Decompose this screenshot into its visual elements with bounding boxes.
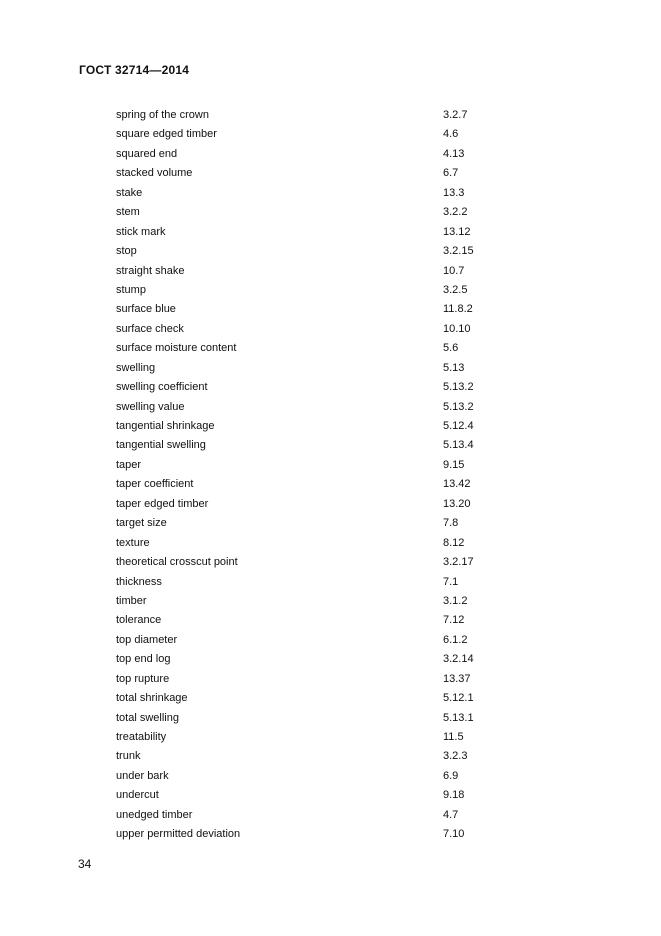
index-term: stick mark — [116, 225, 166, 238]
index-reference: 5.13.2 — [443, 381, 474, 394]
index-row — [116, 689, 496, 708]
index-term: tangential swelling — [116, 439, 206, 452]
index-row — [116, 242, 496, 261]
index-row — [116, 495, 496, 514]
index-term: square edged timber — [116, 128, 217, 141]
index-row — [116, 786, 496, 805]
index-term: surface moisture content — [116, 342, 237, 355]
index-term: stop — [116, 245, 137, 258]
index-term: thickness — [116, 575, 162, 588]
index-row — [116, 145, 496, 164]
index-term: stem — [116, 206, 140, 219]
index-term: swelling — [116, 361, 156, 374]
index-row — [116, 553, 496, 572]
index-term: texture — [116, 536, 150, 549]
index-reference: 5.13.4 — [443, 439, 474, 452]
index-reference: 13.42 — [443, 478, 471, 491]
index-term: top rupture — [116, 672, 170, 685]
index-reference: 5.12.4 — [443, 420, 474, 432]
index-term: taper — [116, 458, 142, 471]
index-term: swelling value — [116, 400, 185, 413]
index-reference: 13.20 — [443, 497, 471, 510]
index-term: taper coefficient — [116, 478, 194, 491]
index-reference: 7.10 — [443, 828, 465, 841]
index-reference: 5.13 — [443, 361, 465, 374]
index-reference: 3.1.2 — [443, 594, 468, 607]
index-term: timber — [116, 594, 147, 607]
index-term: top end log — [116, 653, 171, 666]
index-reference: 9.18 — [443, 789, 465, 802]
index-term: tolerance — [116, 614, 162, 627]
index-row — [116, 436, 496, 455]
index-row — [116, 164, 496, 183]
index-row — [116, 125, 496, 144]
index-reference: 5.13.1 — [443, 711, 474, 724]
index-term: surface check — [116, 322, 184, 335]
index-row — [116, 670, 496, 689]
index-row — [116, 223, 496, 242]
index-row — [116, 378, 496, 397]
page-number: 34 — [78, 857, 92, 871]
index-row — [116, 825, 496, 844]
index-row — [116, 456, 496, 475]
index-reference: 6.7 — [443, 167, 459, 180]
index-row — [116, 611, 496, 630]
index-reference: 13.12 — [443, 225, 471, 238]
index-reference: 10.10 — [443, 322, 471, 335]
index-term: surface blue — [116, 303, 176, 316]
index-reference: 10.7 — [443, 264, 465, 277]
index-reference: 13.3 — [443, 186, 465, 199]
index-row — [116, 262, 496, 281]
index-reference: 7.1 — [443, 575, 459, 588]
index-reference: 3.2.14 — [443, 653, 474, 666]
index-term: squared end — [116, 147, 178, 160]
index-row — [116, 592, 496, 611]
index-row — [116, 573, 496, 592]
index-row — [116, 534, 496, 553]
index-reference: 8.12 — [443, 536, 465, 549]
index-row — [116, 709, 496, 728]
index-row — [116, 339, 496, 358]
index-term: unedged timber — [116, 808, 193, 821]
index-term: stump — [116, 283, 146, 296]
index-reference: 11.8.2 — [443, 303, 473, 316]
term-index-list — [116, 106, 496, 845]
index-reference: 5.6 — [443, 342, 459, 355]
index-term: top diameter — [116, 633, 178, 646]
index-row — [116, 650, 496, 669]
index-term: stacked volume — [116, 167, 193, 180]
index-row — [116, 417, 496, 436]
index-reference: 7.8 — [443, 517, 459, 530]
index-reference: 9.15 — [443, 458, 465, 471]
index-term: theoretical crosscut point — [116, 556, 238, 569]
index-reference: 3.2.2 — [443, 206, 468, 219]
index-row — [116, 300, 496, 319]
index-term: tangential shrinkage — [116, 420, 215, 432]
index-reference: 4.6 — [443, 128, 459, 141]
index-term: treatability — [116, 731, 167, 743]
index-row — [116, 320, 496, 339]
index-row — [116, 281, 496, 300]
index-reference: 6.9 — [443, 769, 459, 782]
index-term: undercut — [116, 789, 159, 802]
index-term: target size — [116, 517, 167, 530]
index-row — [116, 767, 496, 786]
index-reference: 11.5 — [443, 731, 464, 743]
index-reference: 4.13 — [443, 147, 465, 160]
index-row — [116, 806, 496, 825]
index-reference: 5.12.1 — [443, 692, 474, 705]
index-row — [116, 631, 496, 650]
index-row — [116, 398, 496, 417]
index-row — [116, 728, 496, 747]
index-reference: 6.1.2 — [443, 633, 468, 646]
index-term: trunk — [116, 750, 141, 763]
index-row — [116, 514, 496, 533]
index-reference: 13.37 — [443, 672, 471, 685]
index-reference: 3.2.3 — [443, 750, 468, 763]
index-row — [116, 184, 496, 203]
index-term: swelling coefficient — [116, 381, 208, 394]
index-reference: 4.7 — [443, 808, 459, 821]
index-term: taper edged timber — [116, 497, 209, 510]
index-reference: 3.2.17 — [443, 556, 474, 569]
index-reference: 5.13.2 — [443, 400, 474, 413]
index-row — [116, 203, 496, 222]
index-term: under bark — [116, 769, 169, 782]
index-row — [116, 475, 496, 494]
index-term: total shrinkage — [116, 692, 188, 705]
index-reference: 3.2.5 — [443, 283, 468, 296]
index-row — [116, 359, 496, 378]
index-term: stake — [116, 186, 143, 199]
index-row — [116, 106, 496, 125]
document-header: ГОСТ 32714—2014 — [79, 63, 190, 77]
index-reference: 3.2.7 — [443, 109, 468, 121]
index-term: straight shake — [116, 264, 185, 277]
index-term: upper permitted deviation — [116, 828, 241, 841]
index-row — [116, 747, 496, 766]
index-reference: 3.2.15 — [443, 245, 474, 258]
index-term: total swelling — [116, 711, 179, 724]
index-term: spring of the crown — [116, 109, 209, 121]
index-reference: 7.12 — [443, 614, 465, 627]
